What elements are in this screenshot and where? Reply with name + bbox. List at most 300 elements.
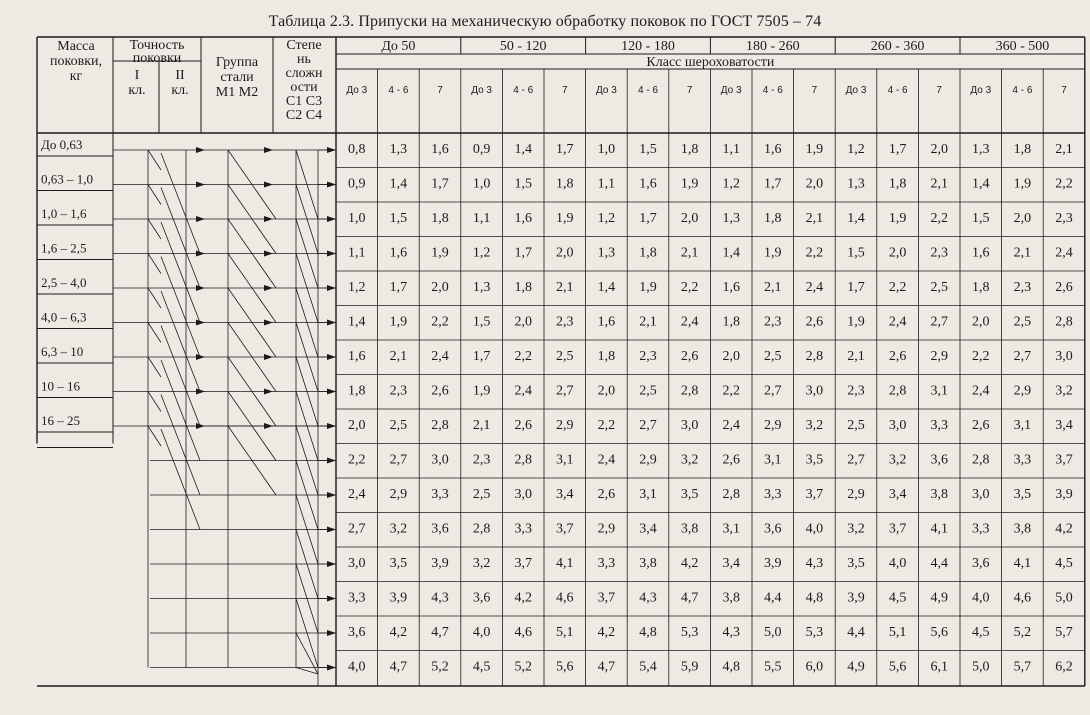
allowance-value: 2,8 — [431, 418, 449, 433]
allowance-value: 3,8 — [639, 556, 657, 571]
allowance-value: 3,0 — [514, 487, 532, 502]
routing-arrow — [196, 251, 205, 257]
allowance-value: 1,7 — [389, 280, 408, 295]
allowance-value: 5,4 — [639, 659, 657, 675]
allowance-value: 1,5 — [972, 211, 990, 226]
allowance-value: 2,3 — [556, 314, 574, 330]
allowance-value: 5,5 — [764, 659, 782, 675]
allowance-value: 2,8 — [680, 383, 699, 399]
allowance-value: 4,9 — [930, 590, 948, 606]
allowance-value: 1,3 — [472, 280, 491, 295]
allowance-value: 3,0 — [888, 418, 907, 433]
allowance-value: 4,3 — [639, 590, 657, 606]
allowance-value: 2,8 — [972, 452, 990, 468]
routing-arrow — [264, 285, 273, 291]
allowance-value: 3,5 — [805, 452, 824, 468]
allowance-value: 3,9 — [389, 590, 408, 606]
allowance-value: 6,1 — [930, 659, 948, 675]
allowance-value: 5,2 — [1013, 625, 1032, 640]
allowance-value: 2,0 — [972, 314, 990, 330]
allowance-value: 1,2 — [847, 142, 865, 157]
size-range-header: 50 - 120 — [499, 39, 547, 54]
allowance-value: 2,8 — [1055, 314, 1073, 330]
allowance-value: 3,1 — [764, 452, 782, 468]
allowance-value: 4,3 — [431, 590, 449, 606]
allowance-value: 2,4 — [888, 314, 907, 330]
complexity-header: С2 С4 — [285, 108, 323, 123]
allowance-value: 1,8 — [597, 349, 616, 364]
allowance-value: 2,4 — [805, 280, 824, 295]
allowance-value: 1,4 — [514, 142, 532, 157]
allowance-value: 3,6 — [930, 452, 948, 468]
allowance-value: 1,8 — [348, 383, 366, 399]
allowance-value: 1,8 — [972, 280, 990, 295]
roughness-class-label: 4 - 6 — [513, 85, 534, 96]
allowance-value: 2,3 — [930, 245, 948, 261]
size-range-header: 180 - 260 — [745, 39, 800, 54]
allowance-value: 2,5 — [847, 418, 865, 433]
allowance-value: 4,5 — [1055, 556, 1073, 571]
allowance-value: 3,8 — [1013, 521, 1032, 537]
allowance-value: 2,2 — [514, 349, 532, 364]
allowance-value: 2,4 — [431, 349, 449, 364]
allowance-value: 0,9 — [348, 176, 366, 192]
allowance-value: 1,4 — [972, 176, 990, 192]
allowance-value: 2,4 — [597, 452, 616, 468]
routing-arrow — [264, 251, 273, 257]
size-range-header: До 50 — [381, 39, 416, 54]
allowance-value: 2,0 — [722, 349, 740, 364]
allowance-value: 1,9 — [472, 383, 491, 399]
allowance-value: 1,8 — [556, 176, 574, 192]
allowance-value: 2,7 — [847, 452, 865, 468]
allowance-value: 2,5 — [930, 280, 948, 295]
allowance-value: 1,2 — [722, 176, 740, 192]
allowance-value: 1,8 — [514, 280, 532, 295]
allowance-value: 4,8 — [722, 659, 740, 675]
allowance-value: 4,3 — [722, 625, 740, 640]
allowance-value: 2,3 — [847, 383, 865, 399]
allowance-value: 4,1 — [1013, 556, 1032, 571]
allowance-value: 3,0 — [805, 383, 824, 399]
allowance-value: 3,6 — [764, 521, 782, 537]
allowance-value: 3,7 — [597, 590, 616, 606]
allowance-value: 2,0 — [514, 314, 532, 330]
allowance-value: 1,5 — [639, 142, 657, 157]
allowance-value: 3,4 — [639, 521, 657, 537]
allowance-value: 2,5 — [639, 383, 657, 399]
routing-line — [148, 185, 161, 205]
routing-arrow — [264, 354, 273, 360]
allowance-value: 2,7 — [389, 452, 408, 468]
roughness-class-header: Класс шероховатости — [646, 55, 775, 70]
allowance-value: 3,7 — [805, 487, 824, 502]
allowance-value: 3,3 — [597, 556, 616, 571]
allowance-value: 4,0 — [472, 625, 491, 640]
allowance-value: 2,6 — [514, 418, 532, 433]
allowance-value: 3,0 — [348, 556, 366, 571]
allowance-value: 2,1 — [472, 418, 491, 433]
mass-range-label: 2,5 – 4,0 — [41, 275, 87, 290]
allowance-value: 4,9 — [847, 659, 865, 675]
allowance-value: 3,6 — [431, 521, 449, 537]
complexity-header: ости — [290, 80, 318, 95]
allowance-value: 3,6 — [472, 590, 491, 606]
class-1-header: кл. — [128, 83, 146, 98]
allowance-value: 5,6 — [556, 659, 574, 675]
allowance-value: 2,9 — [556, 418, 574, 433]
allowance-value: 1,1 — [597, 176, 616, 192]
allowance-value: 2,5 — [556, 349, 574, 364]
roughness-class-label: До 3 — [471, 85, 492, 96]
allowance-value: 2,0 — [556, 245, 574, 261]
allowance-value: 2,0 — [680, 211, 699, 226]
allowance-value: 4,6 — [514, 625, 532, 640]
allowance-value: 3,1 — [639, 487, 657, 502]
allowance-value: 1,3 — [722, 211, 740, 226]
allowance-value: 3,6 — [972, 556, 990, 571]
allowance-value: 1,2 — [597, 211, 616, 226]
roughness-class-label: 7 — [686, 85, 693, 96]
allowance-value: 4,2 — [597, 625, 616, 640]
allowance-value: 1,9 — [556, 211, 574, 226]
allowance-value: 2,2 — [680, 280, 699, 295]
allowance-value: 2,8 — [472, 521, 491, 537]
allowance-value: 2,0 — [1013, 211, 1032, 226]
allowance-value: 3,2 — [472, 556, 491, 571]
allowance-value: 3,3 — [348, 590, 366, 606]
allowance-value: 2,4 — [348, 487, 366, 502]
allowance-value: 2,8 — [514, 452, 532, 468]
allowance-value: 3,0 — [431, 452, 449, 468]
allowance-value: 2,7 — [348, 521, 366, 537]
mass-range-label: До 0,63 — [41, 137, 83, 152]
mass-range-label: 1,6 – 2,5 — [41, 240, 87, 256]
allowance-value: 3,5 — [680, 487, 699, 502]
allowance-value: 1,6 — [764, 142, 782, 157]
roughness-class-label: 4 - 6 — [637, 85, 659, 96]
allowance-value: 3,2 — [847, 521, 865, 537]
allowance-value: 1,1 — [722, 142, 740, 157]
complexity-header: С1 С3 — [285, 94, 323, 109]
complexity-header: Степе — [286, 38, 322, 53]
allowance-value: 3,2 — [680, 452, 699, 468]
allowance-value: 1,4 — [597, 280, 616, 295]
allowance-value: 3,5 — [847, 556, 865, 571]
routing-line — [148, 254, 161, 274]
allowance-value: 2,9 — [847, 487, 865, 502]
routing-line — [148, 323, 161, 343]
allowance-value: 1,6 — [972, 245, 990, 261]
allowance-value: 1,8 — [680, 142, 699, 157]
allowance-value: 3,8 — [680, 521, 699, 537]
roughness-class-label: До 3 — [970, 85, 992, 96]
allowance-value: 4,2 — [680, 556, 699, 571]
routing-arrow — [196, 354, 205, 360]
steel-group-header: М1 М2 — [215, 85, 259, 100]
allowance-value: 5,1 — [556, 625, 574, 640]
allowance-value: 3,9 — [847, 590, 865, 606]
allowance-value: 1,4 — [722, 245, 740, 261]
allowance-value: 1,6 — [514, 211, 532, 226]
allowance-value: 2,1 — [389, 349, 408, 364]
allowance-value: 2,3 — [764, 314, 782, 330]
allowance-value: 1,6 — [431, 142, 449, 157]
allowance-value: 2,6 — [888, 349, 907, 364]
allowance-value: 2,3 — [472, 452, 491, 468]
allowance-value: 4,4 — [847, 625, 865, 640]
mass-range-label: 4,0 – 6,3 — [41, 309, 87, 325]
allowance-value: 3,4 — [1055, 418, 1073, 433]
allowance-value: 2,2 — [972, 349, 990, 364]
allowance-value: 2,4 — [972, 383, 990, 399]
allowance-value: 4,7 — [680, 590, 699, 606]
allowance-value: 4,0 — [348, 659, 366, 675]
allowance-value: 2,5 — [764, 349, 782, 364]
roughness-class-label: 4 - 6 — [762, 85, 783, 96]
allowance-value: 2,0 — [888, 245, 907, 261]
allowance-value: 4,0 — [805, 521, 824, 537]
routing-arrow — [196, 320, 205, 326]
accuracy-header: Точность — [129, 38, 185, 53]
allowance-value: 2,9 — [764, 418, 782, 433]
allowance-value: 2,6 — [722, 452, 740, 468]
allowance-value: 2,2 — [722, 383, 740, 399]
allowance-value: 2,9 — [930, 349, 948, 364]
routing-arrow — [264, 216, 273, 222]
routing-line — [148, 426, 161, 446]
allowance-value: 1,6 — [597, 314, 616, 330]
allowance-value: 2,7 — [639, 418, 657, 433]
allowance-value: 2,8 — [722, 487, 740, 502]
allowance-value: 3,8 — [722, 590, 740, 606]
allowance-value: 1,5 — [847, 245, 865, 261]
allowance-value: 3,5 — [1013, 487, 1032, 502]
allowance-value: 5,9 — [680, 659, 699, 675]
allowance-value: 2,7 — [764, 383, 782, 399]
allowance-value: 2,1 — [556, 280, 574, 295]
steel-group-header: Группа — [215, 55, 259, 70]
roughness-class-label: 7 — [811, 85, 818, 96]
class-2-header: II — [175, 68, 185, 83]
allowance-value: 3,7 — [514, 556, 532, 571]
allowance-value: 3,7 — [1055, 452, 1073, 468]
routing-arrow — [196, 216, 205, 222]
size-range-header: 120 - 180 — [621, 39, 675, 54]
allowance-value: 2,0 — [597, 383, 616, 399]
mass-header: Масса — [57, 39, 95, 54]
allowance-value: 4,7 — [597, 659, 616, 675]
roughness-class-label: 4 - 6 — [1012, 85, 1033, 96]
allowance-value: 2,9 — [639, 452, 657, 468]
allowance-value: 3,2 — [1055, 383, 1073, 399]
class-1-header: I — [134, 68, 140, 83]
routing-line — [148, 150, 161, 170]
allowance-value: 2,2 — [888, 280, 907, 295]
allowance-value: 2,1 — [639, 314, 657, 330]
allowance-value: 1,0 — [348, 211, 366, 226]
routing-arrow — [264, 182, 273, 188]
allowance-value: 5,7 — [1055, 625, 1073, 640]
allowance-value: 3,8 — [930, 487, 948, 502]
allowance-value: 1,8 — [888, 176, 907, 192]
allowance-value: 5,3 — [805, 625, 824, 640]
allowance-value: 1,8 — [431, 211, 449, 226]
allowance-value: 1,0 — [472, 176, 491, 192]
allowance-value: 1,8 — [1013, 142, 1032, 157]
allowance-value: 3,0 — [680, 418, 699, 433]
allowance-value: 3,1 — [930, 383, 948, 399]
allowance-value: 2,9 — [597, 521, 616, 537]
allowance-value: 2,4 — [680, 314, 699, 330]
allowance-value: 3,6 — [348, 625, 366, 640]
allowance-value: 3,2 — [805, 418, 824, 433]
allowance-value: 2,9 — [1013, 383, 1032, 399]
allowance-value: 5,3 — [680, 625, 699, 640]
roughness-class-label: До 3 — [845, 85, 867, 96]
allowance-value: 3,4 — [888, 487, 907, 502]
allowance-value: 4,2 — [389, 625, 408, 640]
size-range-header: 260 - 360 — [870, 39, 925, 54]
allowance-value: 2,3 — [1055, 211, 1073, 226]
allowance-value: 1,3 — [847, 176, 865, 192]
routing-arrow — [264, 147, 273, 153]
allowance-value: 4,5 — [972, 625, 990, 640]
allowance-value: 0,9 — [472, 142, 491, 157]
allowance-value: 2,6 — [972, 418, 990, 433]
roughness-class-label: 7 — [1061, 85, 1067, 96]
allowance-value: 2,0 — [930, 142, 948, 157]
allowance-value: 1,9 — [431, 245, 449, 261]
allowance-value: 3,9 — [1055, 487, 1073, 502]
allowance-value: 3,9 — [764, 556, 782, 571]
allowance-value: 4,4 — [764, 590, 782, 606]
allowance-value: 1,8 — [764, 211, 782, 226]
allowance-value: 5,1 — [888, 625, 907, 640]
size-range-header: 360 - 500 — [995, 39, 1050, 54]
allowance-value: 2,0 — [431, 280, 449, 295]
allowance-value: 5,6 — [930, 625, 948, 640]
allowance-value: 1,8 — [639, 245, 657, 261]
allowance-value: 1,9 — [888, 211, 907, 226]
steel-group-header: стали — [220, 70, 254, 85]
mass-range-label: 16 – 25 — [41, 413, 80, 428]
allowance-value: 3,3 — [972, 521, 990, 537]
routing-line — [148, 219, 161, 239]
mass-header: кг — [69, 69, 83, 84]
allowance-value: 3,3 — [764, 487, 782, 502]
roughness-class-label: До 3 — [720, 85, 742, 96]
routing-arrow — [264, 320, 273, 326]
allowance-value: 4,8 — [639, 625, 657, 640]
allowance-value: 3,3 — [431, 487, 449, 502]
allowance-value: 5,6 — [888, 659, 907, 675]
allowance-value: 1,5 — [389, 211, 408, 226]
allowance-value: 1,7 — [639, 211, 657, 226]
allowance-value: 3,3 — [514, 521, 532, 537]
allowance-value: 3,1 — [1013, 418, 1032, 433]
allowance-value: 2,2 — [930, 211, 948, 226]
allowance-value: 1,3 — [972, 142, 990, 157]
allowance-value: 1,7 — [847, 280, 865, 295]
allowance-value: 4,2 — [1055, 521, 1073, 537]
allowance-value: 4,7 — [431, 625, 449, 640]
allowance-value: 2,1 — [847, 349, 865, 364]
allowance-value: 2,4 — [514, 383, 532, 399]
allowance-value: 1,2 — [348, 280, 366, 295]
allowance-value: 2,4 — [722, 418, 740, 433]
routing-arrow — [196, 389, 205, 395]
allowance-value: 2,6 — [597, 487, 616, 502]
allowance-value: 1,6 — [639, 176, 657, 192]
allowance-value: 3,0 — [972, 487, 990, 502]
allowance-value: 2,6 — [1055, 280, 1073, 295]
allowance-value: 1,4 — [389, 176, 408, 192]
allowance-value: 5,7 — [1013, 659, 1032, 675]
routing-arrow — [196, 182, 205, 188]
allowance-value: 2,8 — [888, 383, 907, 399]
allowance-value: 1,9 — [680, 176, 699, 192]
allowance-value: 1,6 — [389, 245, 408, 261]
allowance-value: 1,9 — [639, 280, 657, 295]
allowance-value: 4,5 — [888, 590, 907, 606]
allowance-value: 5,0 — [1055, 590, 1073, 606]
allowance-value: 6,2 — [1055, 659, 1073, 675]
roughness-class-label: 7 — [562, 85, 568, 96]
allowance-value: 5,2 — [431, 659, 449, 675]
routing-arrow — [196, 285, 205, 291]
allowance-value: 4,1 — [556, 556, 574, 571]
routing-line — [148, 392, 161, 412]
allowance-value: 1,0 — [597, 142, 616, 157]
allowance-value: 0,8 — [348, 142, 366, 157]
allowance-value: 6,0 — [805, 659, 824, 675]
allowance-value: 2,6 — [431, 383, 449, 399]
allowance-value: 1,5 — [472, 314, 491, 330]
allowance-value: 2,2 — [805, 245, 824, 261]
allowance-value: 4,4 — [930, 556, 948, 571]
allowance-value: 4,3 — [805, 556, 824, 571]
allowance-value: 2,3 — [389, 383, 408, 399]
allowance-value: 1,5 — [514, 176, 532, 192]
allowance-value: 2,3 — [1013, 280, 1032, 295]
allowance-value: 3,1 — [722, 521, 740, 537]
allowance-value: 4,7 — [389, 659, 408, 675]
routing-line — [148, 288, 161, 308]
allowance-value: 2,5 — [1013, 314, 1032, 330]
allowance-value: 1,9 — [389, 314, 408, 330]
mass-range-label: 6,3 – 10 — [41, 344, 84, 359]
allowance-value: 1,2 — [472, 245, 491, 261]
allowance-value: 2,2 — [431, 314, 449, 330]
allowance-value: 3,1 — [556, 452, 574, 468]
allowance-value: 1,3 — [389, 142, 408, 157]
allowance-value: 1,7 — [514, 245, 532, 261]
allowance-value: 3,3 — [1013, 452, 1032, 468]
allowance-value: 2,8 — [805, 349, 824, 364]
allowance-value: 5,0 — [764, 625, 782, 640]
allowance-value: 2,5 — [472, 487, 491, 502]
allowance-value: 1,7 — [764, 176, 782, 192]
allowance-value: 2,2 — [597, 418, 616, 433]
allowance-value: 5,2 — [514, 659, 532, 675]
allowance-value: 4,8 — [805, 590, 824, 606]
allowance-value: 2,1 — [805, 211, 824, 226]
allowance-value: 2,2 — [348, 452, 366, 468]
allowance-value: 3,7 — [888, 521, 907, 537]
allowance-value: 3,9 — [431, 556, 449, 571]
roughness-class-label: До 3 — [596, 85, 617, 96]
